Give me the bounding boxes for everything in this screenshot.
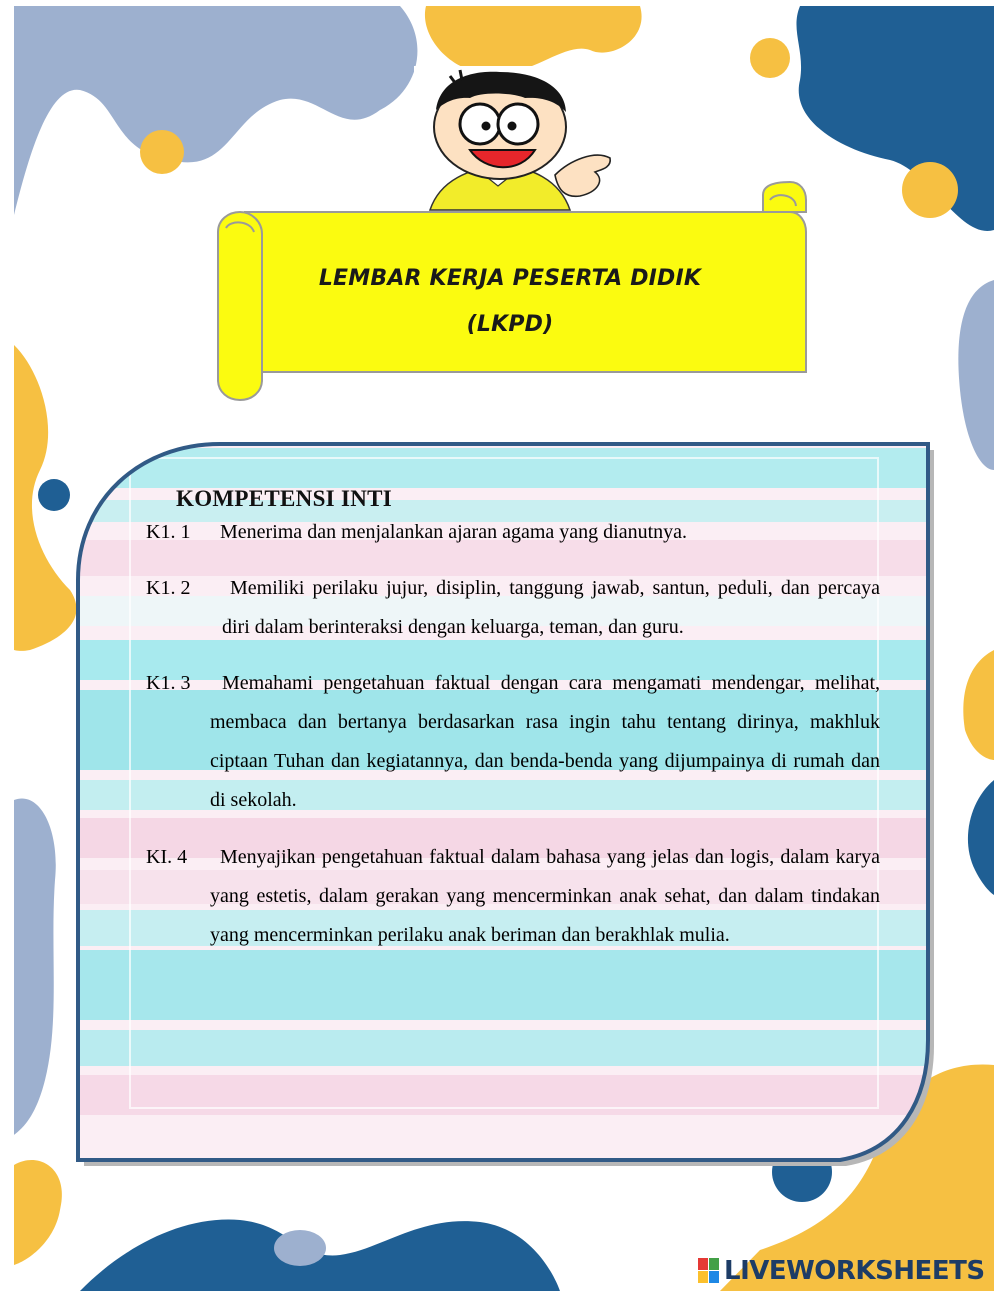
- competency-code: K1. 1: [146, 521, 191, 543]
- competency-code: K1. 3: [146, 672, 191, 694]
- competency-item-4: [146, 838, 880, 955]
- worksheet-subtitle: (LKPD): [466, 312, 554, 337]
- right-dark-blob: [968, 780, 994, 895]
- competency-code: KI. 4: [146, 846, 188, 868]
- top-right-blob: [796, 6, 994, 231]
- left-blue-blob: [14, 798, 56, 1135]
- right-blue-blob: [958, 280, 994, 470]
- competency-item-3: [146, 664, 880, 820]
- top-center-blob: [425, 6, 642, 75]
- worksheet-title: LEMBAR KERJA PESERTA DIDIK: [318, 266, 702, 291]
- section-heading: KOMPETENSI INTI: [176, 486, 393, 511]
- top-left-blob: [14, 6, 417, 215]
- banner-scroll: [218, 182, 806, 400]
- top-center-dot: [750, 38, 790, 78]
- bottom-blue-dot: [274, 1230, 326, 1266]
- competency-text: Menerima dan menjalankan ajaran agama yang dianutnya.: [220, 521, 688, 543]
- liveworksheets-logo[interactable]: [698, 1256, 985, 1286]
- competency-item-1: [146, 513, 880, 552]
- top-left-ring: [140, 130, 184, 174]
- liveworksheets-icon: [698, 1258, 720, 1284]
- top-right-orange-dot: [902, 162, 958, 218]
- competency-text: Menyajikan pengetahuan faktual dalam bahasa yang jelas dan logis, dalam karya yang estetis, dalam gerakan yang mencerminkan anak sehat, dan dalam tindakan yang mencerminkan perilaku anak beriman dan berakhlak mulia.: [210, 846, 880, 946]
- competency-text: Memahami pengetahuan faktual dengan cara mengamati mendengar, melihat, membaca dan bertanya berdasarkan rasa ingin tahu tentang dirinya, makhluk ciptaan Tuhan dan kegiatannya, dan benda-benda yang dijumpainya di rumah dan di sekolah.: [210, 672, 880, 811]
- brand-name: LIVEWORKSHEETS: [724, 1256, 985, 1286]
- competency-text: Memiliki perilaku jujur, disiplin, tanggung jawab, santun, peduli, dan percaya diri dalam berinteraksi dengan keluarga, teman, dan guru.: [222, 577, 880, 638]
- left-dark-dot: [38, 479, 70, 511]
- competency-code: K1. 2: [146, 577, 191, 599]
- bottom-left-orange-blob: [14, 1160, 62, 1265]
- cartoon-boy-illustration: [414, 66, 634, 210]
- competency-item-2: [146, 569, 880, 647]
- right-orange-blob: [963, 650, 994, 760]
